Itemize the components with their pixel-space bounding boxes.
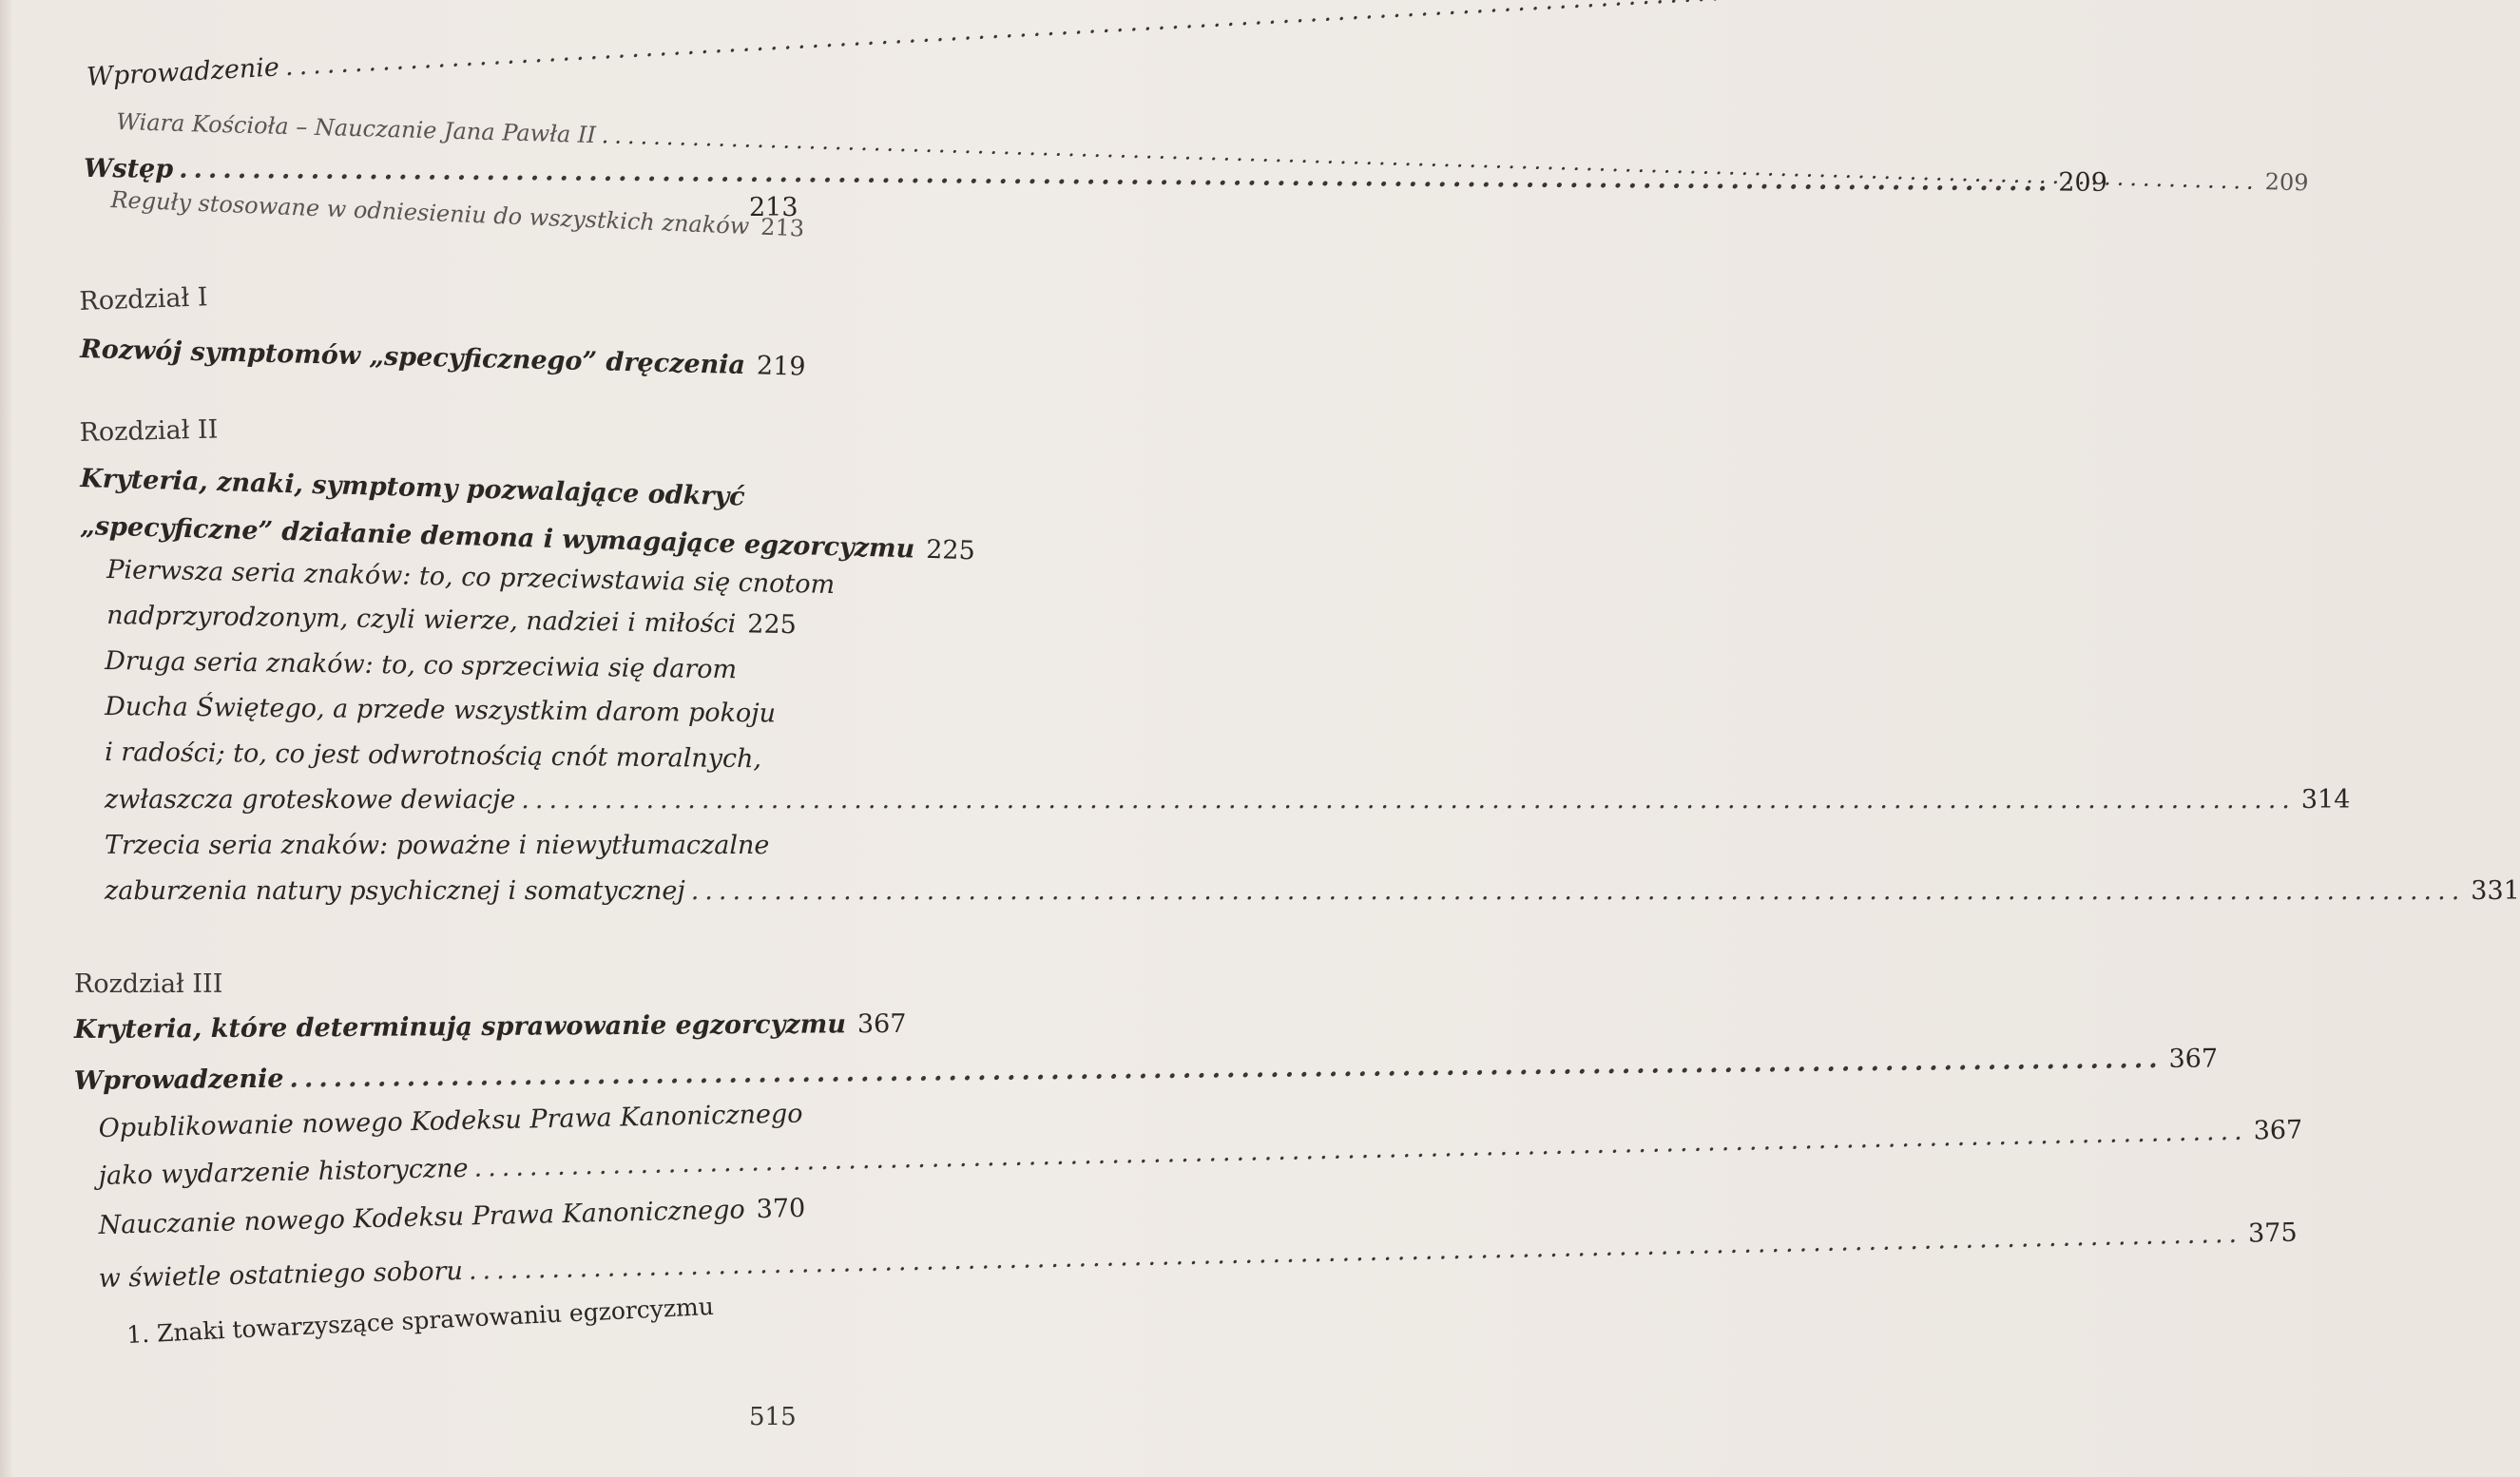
series-3-line2: zaburzenia natury psychicznej i somatycznej ..... 331 xyxy=(105,876,787,906)
leader-dots xyxy=(284,0,2058,82)
entry-text: Wprowadzenie xyxy=(86,52,280,92)
series-2-line1: Druga seria znaków: to, co sprzeciwia się darom xyxy=(105,646,738,685)
leader-dots xyxy=(751,351,752,380)
page-ref: 209 xyxy=(2058,167,2107,198)
publication-line2: jako wydarzenie historyczne ..... 367 xyxy=(98,1147,786,1191)
leader-dots xyxy=(750,1195,751,1224)
page-ref: 219 xyxy=(756,351,806,382)
publication-line1: Opublikowanie nowego Kodeksu Prawa Kanonicznego xyxy=(98,1099,803,1143)
series-2-line2: Ducha Świętego, a przede wszystkim darom pokoju xyxy=(105,692,777,729)
chapter-2-title-line2: „specyficzne” działanie demona i wymagające egzorcyzmu ..... 225 xyxy=(80,511,788,561)
page-number: 515 xyxy=(749,1403,797,1431)
page-ref: 367 xyxy=(856,1008,907,1040)
series-1-line2: nadprzyrodzonym, czyli wierze, nadziei i miłości ..... 225 xyxy=(106,601,787,640)
series-3-line1: Trzecia seria znaków: poważne i niewytłumaczalne xyxy=(105,831,770,860)
toc-entry-wprowadzenie xyxy=(86,27,780,92)
toc-entry-wstep xyxy=(84,154,2107,198)
entry-text: Wstęp xyxy=(84,154,174,184)
leader-dots xyxy=(719,1293,720,1320)
chapter-2-label: Rozdział II xyxy=(79,414,219,448)
chapter-3-intro: Wprowadzenie ..... 367 xyxy=(74,1059,787,1096)
page-ref: 225 xyxy=(747,609,798,641)
series-2-line3: i radości; to, co jest odwrotnością cnót moralnych, xyxy=(105,738,762,775)
entry-text: Reguły stosowane w odniesieniu do wszystkich znaków xyxy=(110,186,750,240)
leader-dots xyxy=(469,1219,2243,1286)
toc-page-ref-reguly xyxy=(749,193,798,222)
page-ref: 370 xyxy=(756,1193,806,1225)
page-ref: 225 xyxy=(925,534,976,566)
page-ref: 367 xyxy=(2253,1115,2303,1146)
page-ref: 209 xyxy=(2264,168,2309,197)
leader-dots xyxy=(289,1045,2163,1094)
chapter-2-title-line1: Kryteria, znaki, symptomy pozwalające odkryć xyxy=(80,464,746,512)
signs-entry: 1. Znaki towarzyszące sprawowaniu egzorcyzmu ..... xyxy=(126,1294,698,1349)
page-ref: 213 xyxy=(760,213,805,242)
leader-dots xyxy=(521,785,2296,815)
page-ref: 331 xyxy=(2471,876,2520,906)
page-ref: 213 xyxy=(749,193,798,222)
chapter-3-label: Rozdział III xyxy=(74,969,223,999)
chapter-3-title: Kryteria, które determinują sprawowanie egzorcyzmu ..... 367 xyxy=(74,1010,787,1045)
series-1-line1: Pierwsza seria znaków: to, co przeciwstawia się cnotom xyxy=(106,555,836,601)
toc-entry-reguly xyxy=(110,186,805,242)
teaching-line1: Nauczanie nowego Kodeksu Prawa Kanonicznego ..... 370 xyxy=(98,1194,787,1240)
page-ref: 375 xyxy=(2247,1218,2298,1249)
series-2-line4: zwłaszcza groteskowe dewiacje ..... 314 xyxy=(105,785,787,815)
teaching-line2: w świetle ostatniego soboru ..... 375 xyxy=(98,1250,786,1294)
page-ref: 314 xyxy=(2300,785,2351,815)
leader-dots xyxy=(691,876,2466,906)
leader-dots xyxy=(920,535,921,565)
entry-text: Wiara Kościoła – Nauczanie Jana Pawła II xyxy=(116,108,597,149)
chapter-1-title: Rozwój symptomów „specyficznego” dręczenia ..... 219 xyxy=(80,335,788,381)
chapter-1-label: Rozdział I xyxy=(78,282,208,316)
page-ref: 367 xyxy=(2168,1044,2219,1074)
